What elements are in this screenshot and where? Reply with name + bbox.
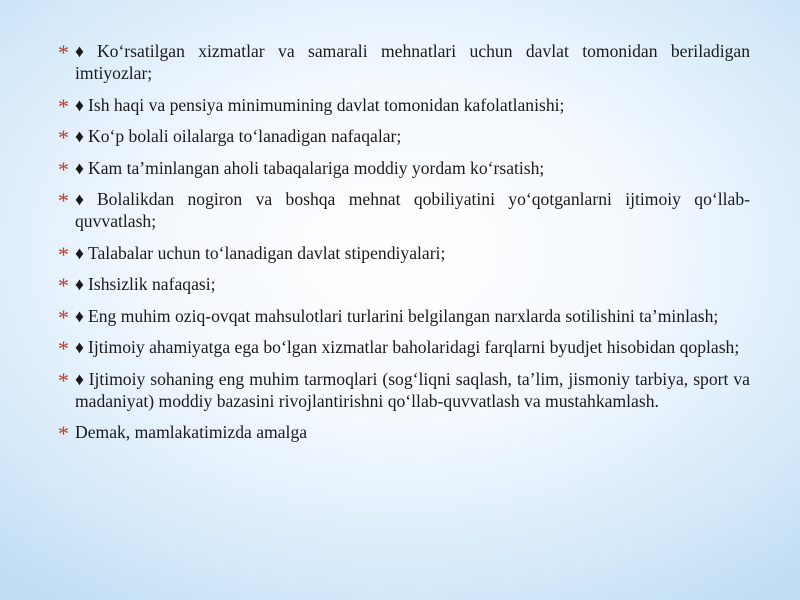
diamond-icon: ♦: [75, 368, 85, 389]
diamond-icon: ♦: [75, 274, 84, 294]
asterisk-bullet-icon: *: [58, 188, 69, 213]
asterisk-bullet-icon: *: [58, 156, 69, 182]
list-item-text: [75, 126, 401, 146]
list-item-label: Ijtimoiy ahamiyatga ega bo‘lgan xizmatlar baholaridagi farqlarni byudjet hisobidan qoplash;: [87, 337, 740, 357]
list-item-text: [75, 369, 750, 411]
list-item: [58, 241, 750, 267]
asterisk-bullet-icon: *: [58, 304, 69, 330]
diamond-icon: ♦: [75, 242, 84, 263]
asterisk-bullet-icon: *: [58, 40, 69, 65]
list-item-label: Eng muhim oziq-ovqat mahsulotlari turlarini belgilangan narxlarda sotilishini ta’minlash;: [87, 305, 719, 326]
list-item-label: Bolalikdan nogiron va boshqa mehnat qobiliyatini yo‘qotganlarni ijtimoiy qo‘llab-quvvatlash;: [75, 189, 750, 231]
diamond-icon: ♦: [75, 41, 93, 61]
diamond-icon: ♦: [75, 337, 84, 357]
list-item: [58, 40, 750, 84]
list-item: [58, 188, 750, 232]
list-item-label: Kam ta’minlangan aholi tabaqalariga moddiy yordam ko‘rsatish;: [87, 157, 545, 178]
list-item-text: [75, 337, 739, 357]
list-item-label: Ko‘p bolali oilalarga to‘lanadigan nafaqalar;: [87, 126, 402, 146]
list-item-text: [75, 41, 750, 83]
list-item: [58, 125, 750, 150]
asterisk-bullet-icon: *: [58, 93, 69, 119]
list-item-text: [75, 306, 718, 326]
diamond-icon: ♦: [75, 157, 84, 178]
list-item-label: Ko‘rsatilgan xizmatlar va samarali mehnatlari uchun davlat tomonidan beriladigan imtiyozlar;: [75, 41, 750, 83]
diamond-icon: ♦: [75, 189, 93, 209]
list-item: [58, 304, 750, 330]
asterisk-bullet-icon: *: [58, 367, 69, 393]
diamond-icon: ♦: [75, 305, 84, 326]
asterisk-bullet-icon: *: [58, 336, 69, 361]
asterisk-bullet-icon: *: [58, 241, 69, 267]
diamond-icon: ♦: [75, 94, 84, 115]
list-item-label: Demak, mamlakatimizda amalga: [75, 422, 308, 442]
asterisk-bullet-icon: *: [58, 125, 69, 150]
asterisk-bullet-icon: *: [58, 421, 69, 446]
diamond-icon: ♦: [75, 126, 84, 146]
list-item-label: Ijtimoiy sohaning eng muhim tarmoqlari (sog‘liqni saqlash, ta’lim, jismoniy tarbiya, sport va madaniyat) moddiy bazasini rivojlantirishni qo‘llab-quvvatlash va mustahkamlash.: [75, 368, 750, 411]
list-item: [58, 368, 750, 412]
list-item-text: [75, 274, 216, 294]
list-item: [58, 421, 750, 446]
list-item: [58, 336, 750, 361]
list-item-text: [75, 189, 750, 231]
list-item-label: Talabalar uchun to‘lanadigan davlat stipendiyalari;: [87, 242, 446, 263]
list-item-label: Ish haqi va pensiya minimumining davlat tomonidan kafolatlanishi;: [87, 94, 565, 115]
list-item-text: [75, 422, 307, 442]
list-item-text: [75, 95, 564, 115]
list-item: [58, 273, 750, 298]
list-item-text: [75, 158, 544, 178]
asterisk-bullet-icon: *: [58, 273, 69, 298]
slide-content: [58, 40, 750, 453]
list-item-label: Ishsizlik nafaqasi;: [87, 274, 216, 294]
list-item-text: [75, 243, 445, 263]
list-item: [58, 93, 750, 119]
list-item: [58, 156, 750, 182]
